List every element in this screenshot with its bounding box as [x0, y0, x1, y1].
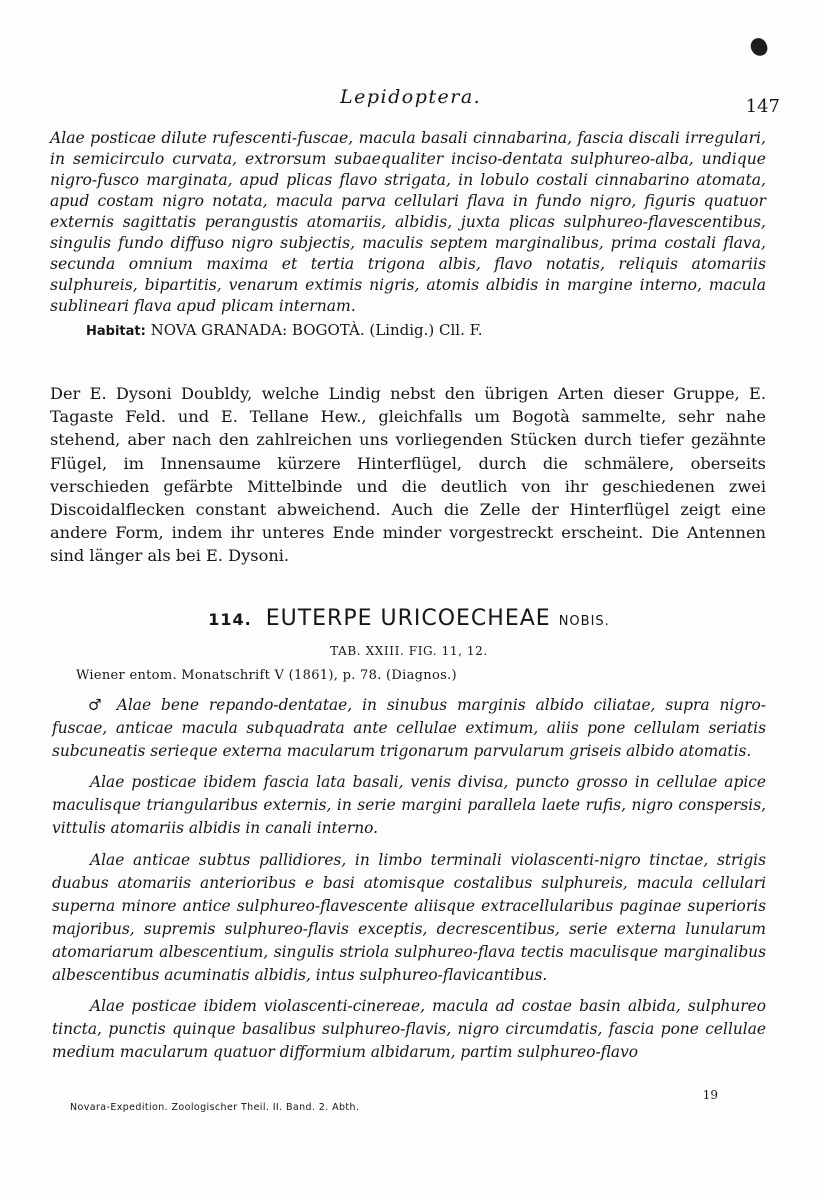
- species-heading: [0, 606, 818, 631]
- species-number: 114.: [208, 610, 252, 629]
- habitat-label: Habitat:: [86, 324, 146, 339]
- species-description: [52, 694, 766, 1072]
- species-113-continuation: [50, 128, 766, 343]
- description-paragraph-underside-hindwing: Alae posticae ibidem violascenti-cinereae, macula ad costae basin albida, sulphureo tincta, punctis quinque basalibus sulphureo-flavis, nigro circumdatis, fascia pone cellulae medium macularum quatuor difformium albidarum, partim sulphureo-flavo: [52, 997, 766, 1062]
- species-name: EUTERPE URICOECHEAE: [265, 606, 551, 631]
- imprint-line: Novara-Expedition. Zoologischer Theil. II. Band. 2. Abth.: [70, 1102, 360, 1113]
- habitat-text: NOVA GRANADA: BOGOTÀ. (Lindig.) Cll. F.: [150, 321, 483, 339]
- german-paragraph: Der E. Dysoni Doubldy, welche Lindig nebst den übrigen Arten dieser Gruppe, E. Tagaste Feld. und E. Tellane Hew., gleichfalls um Bogotà sammelte, sehr nahe stehend, aber nach den zahlreichen uns vorliegenden Stücken durch tiefer gezähnte Flügel, im Innensaume kürzere Hinterflügel, durch die schmälere, oberseits verschieden gefärbte Mittelbinde und die deutlich von ihr geschiedenen zwei Discoidalflecken constant abweichend. Auch die Zelle der Hinterflügel zeigt eine andere Form, indem ihr unteres Ende minder vorgestreckt erscheint. Die Antennen sind länger als bei E. Dysoni.: [50, 384, 766, 566]
- habitat-line: [86, 319, 766, 343]
- description-paragraph-underside-forewing: Alae anticae subtus pallidiores, in limbo terminali violascenti-nigro tinctae, strigis duabus atomariis anterioribus e basi atomisque costalibus sulphureis, macula cellulari superna minore antice sulphureo-flavescente aliisque extracellularibus paginae superioris majoribus, supremis sulphureo-flavis exceptis, decrescentibus, serie externa lunularum atomariarum albescentium, singulis striola sulphureo-flava tectis maculisque marginalibus albescentibus acuminatis albidis, intus sulphureo-flavicantibus.: [52, 850, 766, 985]
- page-footer: [50, 1088, 766, 1118]
- literature-citation: Wiener entom. Monatschrift V (1861), p. 78. (Diagnos.): [76, 668, 457, 683]
- page-number: 147: [745, 96, 780, 117]
- page-header: [40, 86, 780, 116]
- ink-blot-mark: [749, 36, 770, 58]
- latin-hindwing-description: Alae posticae dilute rufescenti-fuscae, macula basali cinnabarina, fascia discali irregulari, in semicirculo curvata, extrorsum subaequaliter inciso-dentata sulphureo-alba, undique nigro-fusco marginata, apud plicas flavo strigata, in lobulo costali cinnabarino atomata, apud costam nigro notata, macula parva cellulari flava in fundo nigro, figuris quatuor externis sagittatis perangustis atomariis, albidis, juxta plicas sulphureo-flavescentibus, singulis fundo diffuso nigro subjectis, maculis septem marginalibus, prima costali flava, secunda omnium maxima et tertia trigona albis, flavo notatis, reliquis atomariis sulphureis, bipartitis, venarum extimis nigris, atomis albidis in margine interno, macula sublineari flava apud plicam internam.: [50, 129, 766, 315]
- plate-reference: TAB. XXIII. FIG. 11, 12.: [330, 644, 488, 658]
- signature-mark: 19: [702, 1088, 718, 1102]
- running-title: Lepidoptera.: [340, 86, 482, 108]
- description-paragraph-upperside-forewing: ♂ Alae bene repando-dentatae, in sinubus marginis albido ciliatae, supra nigro-fuscae, anticae macula subquadrata ante cellulae extimum, aliis pone cellulam seriatis subcuneatis serieque externa macularum trigonarum parvularum griseis albido atomatis.: [52, 696, 766, 761]
- german-remarks: [50, 382, 766, 568]
- species-author: NOBIS.: [558, 614, 610, 629]
- description-paragraph-upperside-hindwing: Alae posticae ibidem fascia lata basali, venis divisa, puncto grosso in cellulae apice maculisque triangularibus externis, in serie margini parallela laete rufis, nigro conspersis, vittulis atomariis albidis in canali interno.: [52, 773, 766, 838]
